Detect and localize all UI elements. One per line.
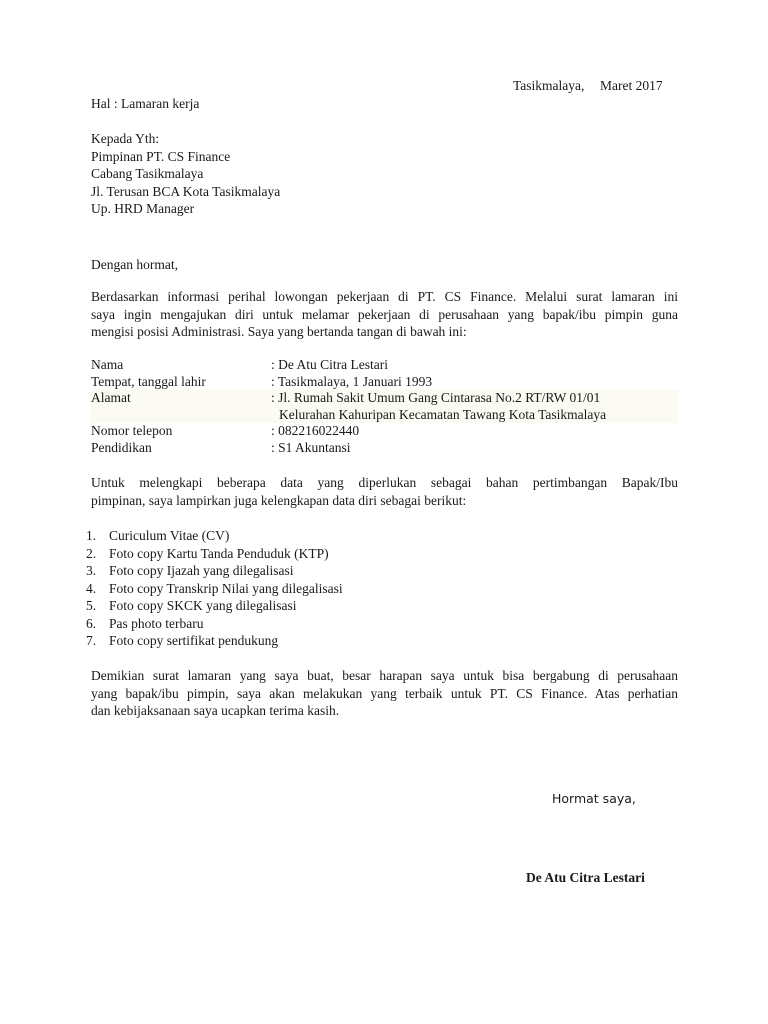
field-label: Nama — [91, 357, 124, 372]
closing-salutation: Hormat saya, — [552, 791, 636, 806]
applicant-row-birth — [91, 374, 678, 391]
list-number: 6. — [86, 615, 97, 631]
list-number: 3. — [86, 563, 97, 578]
paragraph-line: Demikian surat lamaran yang saya buat, besar harapan saya untuk bisa bergabung di perusahaan — [91, 668, 678, 683]
attachment-intro-paragraph — [91, 474, 678, 509]
greeting: Dengan hormat, — [91, 257, 178, 272]
field-value: : S1 Akuntansi — [271, 439, 351, 455]
list-text: Foto copy Transkrip Nilai yang dilegalisasi — [109, 580, 343, 596]
recipient-line: Up. HRD Manager — [91, 201, 195, 216]
list-text: Foto copy SKCK yang dilegalisasi — [109, 598, 297, 613]
list-number: 7. — [86, 633, 97, 648]
paragraph-line: mengisi posisi Administrasi. Saya yang bertanda tangan di bawah ini: — [91, 324, 467, 339]
list-text: Pas photo terbaru — [109, 615, 204, 631]
paragraph-line: yang bapak/ibu pimpin, saya akan melakukan yang terbaik untuk PT. CS Finance. Atas perhatian — [91, 685, 678, 701]
field-label: Tempat, tanggal lahir — [91, 373, 206, 389]
list-number: 2. — [86, 545, 97, 561]
list-text: Foto copy Kartu Tanda Penduduk (KTP) — [109, 545, 329, 561]
applicant-row-education — [91, 440, 678, 457]
intro-paragraph — [91, 288, 678, 341]
recipient-line: Cabang Tasikmalaya — [91, 166, 204, 181]
list-number: 1. — [86, 528, 97, 543]
recipient-line: Kepada Yth: — [91, 131, 160, 146]
recipient-line: Jl. Terusan BCA Kota Tasikmalaya — [91, 183, 281, 199]
field-label: Alamat — [91, 390, 131, 405]
recipient-block — [91, 130, 280, 218]
paragraph-line: pimpinan, saya lampirkan juga kelengkapan data diri sebagai berikut: — [91, 492, 467, 508]
paragraph-line: Untuk melengkapi beberapa data yang diperlukan sebagai bahan pertimbangan Bapak/Ibu — [91, 475, 678, 490]
paragraph-line: Berdasarkan informasi perihal lowongan pekerjaan di PT. CS Finance. Melalui surat lamaran ini — [91, 289, 678, 304]
field-label: Nomor telepon — [91, 423, 173, 438]
field-value: Kelurahan Kahuripan Kecamatan Tawang Kota Tasikmalaya — [279, 406, 607, 422]
letter-subject: Hal : Lamaran kerja — [91, 96, 200, 111]
list-number: 4. — [86, 580, 97, 596]
field-value: : 082216022440 — [271, 423, 360, 438]
applicant-row-address-cont — [91, 407, 678, 424]
field-value: : Tasikmalaya, 1 Januari 1993 — [271, 373, 433, 389]
applicant-row-address — [91, 390, 678, 407]
list-text: Foto copy sertifikat pendukung — [109, 633, 279, 648]
closing-paragraph — [91, 667, 678, 720]
list-number: 5. — [86, 598, 97, 613]
applicant-row-name — [91, 357, 678, 374]
letter-date: Maret 2017 — [600, 78, 663, 93]
applicant-data-table — [91, 357, 678, 456]
field-value: : De Atu Citra Lestari — [271, 357, 388, 372]
field-label: Pendidikan — [91, 439, 152, 455]
paragraph-line: saya ingin mengajukan diri untuk melamar pekerjaan di perusahaan yang bapak/ibu pimpin guna — [91, 306, 678, 322]
applicant-row-phone — [91, 423, 678, 440]
field-value: : Jl. Rumah Sakit Umum Gang Cintarasa No.2 RT/RW 01/01 — [271, 390, 601, 405]
signer-name: De Atu Citra Lestari — [526, 870, 645, 885]
list-text: Curiculum Vitae (CV) — [109, 528, 230, 543]
list-text: Foto copy Ijazah yang dilegalisasi — [109, 563, 294, 578]
letter-place: Tasikmalaya, — [513, 78, 585, 93]
recipient-line: Pimpinan PT. CS Finance — [91, 148, 231, 164]
paragraph-line: dan kebijaksanaan saya ucapkan terima kasih. — [91, 703, 340, 718]
